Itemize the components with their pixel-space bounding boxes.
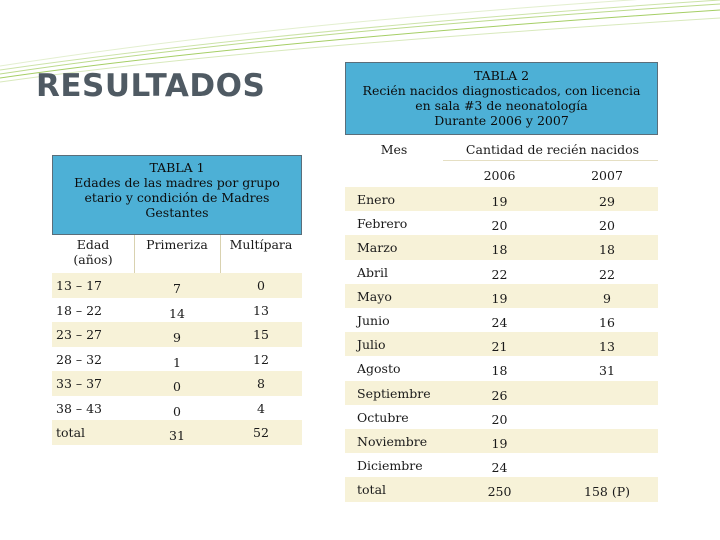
- table2-cell-2007: 16: [599, 315, 615, 330]
- table1-cell-age: 23 – 27: [56, 327, 103, 342]
- table1-header-divider: [220, 235, 221, 273]
- table2-cell-2006: 18: [491, 363, 508, 379]
- table1-cell-age: 38 – 43: [56, 400, 103, 416]
- table1-header-multipara: Multípara: [229, 237, 293, 252]
- table1-header-divider: [134, 235, 135, 273]
- table2-header-year: 2006: [483, 168, 516, 183]
- table1-cell-multipara: 13: [253, 302, 269, 318]
- table1-cell-multipara: 8: [257, 376, 265, 391]
- table2-cell-2007: 9: [603, 290, 611, 306]
- table2-cell-2006: 18: [491, 242, 508, 258]
- table1-cell-primeriza: 9: [173, 330, 181, 345]
- table2-cell-2006: 250: [487, 484, 512, 500]
- table1-caption-line: etario y condición de Madres: [84, 190, 270, 205]
- table1-cell-primeriza: 7: [173, 281, 181, 296]
- table2-cell-2007: 13: [599, 339, 615, 355]
- table2-caption: [345, 62, 658, 135]
- table2-header-count: Cantidad de recién nacidos: [465, 142, 640, 157]
- table2-cell-2006: 22: [491, 266, 508, 282]
- table1-cell-age: 28 – 32: [56, 351, 103, 367]
- table1-caption-line: Edades de las madres por grupo: [74, 175, 280, 190]
- table2-cell-2006: 21: [491, 339, 508, 355]
- table2-cell-month: Septiembre: [357, 385, 431, 401]
- table1-header-primeriza: Primeriza: [146, 237, 208, 252]
- table1-cell-multipara: 15: [253, 327, 269, 342]
- table2-caption-line: TABLA 2: [473, 68, 530, 83]
- table2-cell-2006: 19: [491, 194, 508, 209]
- table2-cell-month: Junio: [357, 313, 390, 328]
- table2-cell-2006: 24: [491, 460, 508, 476]
- table2-cell-month: total: [357, 482, 387, 498]
- table1-cell-age: 13 – 17: [56, 278, 103, 293]
- slide-title: RESULTADOS: [36, 68, 266, 104]
- table2-cell-month: Febrero: [357, 216, 408, 232]
- table2-cell-2006: 24: [491, 315, 508, 330]
- table1-cell-primeriza: 14: [169, 305, 185, 321]
- table2-cell-month: Julio: [357, 337, 386, 353]
- table2-cell-month: Marzo: [357, 240, 398, 256]
- table2-cell-2007: 22: [599, 266, 615, 282]
- table2-header-month: Mes: [380, 142, 408, 157]
- table2-cell-2007: 29: [599, 194, 615, 209]
- table2-cell-month: Agosto: [357, 361, 401, 377]
- table2-cell-month: Mayo: [357, 288, 392, 304]
- table1-cell-age: 18 – 22: [56, 302, 103, 318]
- table2-caption-line: en sala #3 de neonatología: [415, 98, 588, 113]
- table2-cell-2006: 19: [491, 436, 508, 451]
- table2-cell-2006: 26: [491, 387, 508, 403]
- table2-cell-2006: 20: [491, 411, 508, 427]
- table1-cell-age: 33 – 37: [56, 376, 103, 391]
- table2-cell-month: Octubre: [357, 409, 409, 425]
- table2-cell-2007: 158 (P): [584, 484, 630, 500]
- table2-header-divider: [443, 160, 658, 161]
- table1-cell-primeriza: 1: [173, 354, 181, 370]
- table1-cell-multipara: 52: [253, 425, 269, 440]
- table1-caption-line: Gestantes: [145, 205, 209, 220]
- table2-cell-month: Noviembre: [357, 434, 428, 449]
- table1-header-age: Edad (años): [73, 237, 113, 267]
- table1-cell-multipara: 12: [253, 351, 269, 367]
- table2-cell-month: Enero: [357, 192, 396, 207]
- table2-cell-2006: 19: [491, 290, 508, 306]
- table2-cell-2007: 18: [599, 242, 615, 258]
- table2-cell-2006: 20: [491, 218, 508, 234]
- table1-caption: [52, 155, 302, 235]
- table2-caption-line: Durante 2006 y 2007: [434, 113, 569, 128]
- table2-header-year: 2007: [591, 168, 623, 183]
- table1-cell-primeriza: 31: [169, 428, 185, 443]
- table1-cell-multipara: 0: [257, 278, 265, 293]
- table1-cell-primeriza: 0: [173, 403, 181, 419]
- table1-cell-age: total: [56, 425, 86, 440]
- table1-cell-multipara: 4: [257, 400, 265, 416]
- table2-cell-2007: 20: [599, 218, 615, 234]
- table2-cell-month: Abril: [357, 264, 388, 280]
- table1-cell-primeriza: 0: [173, 379, 181, 394]
- table2-cell-2007: 31: [599, 363, 615, 379]
- table1-caption-line: TABLA 1: [149, 160, 205, 175]
- table2-cell-month: Diciembre: [357, 458, 423, 474]
- table2-caption-line: Recién nacidos diagnosticados, con licencia: [362, 83, 641, 98]
